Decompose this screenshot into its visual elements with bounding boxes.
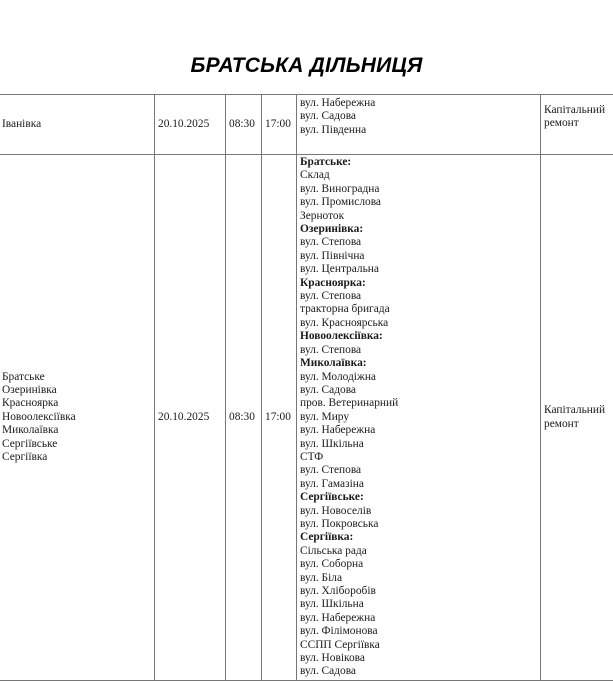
work-type: Капітальний <box>544 404 613 417</box>
street-item: вул. Покровська <box>300 518 537 531</box>
work-type: ремонт <box>544 117 613 130</box>
street-item: вул. Промислова <box>300 196 537 209</box>
street-item: вул. Шкільна <box>300 598 537 611</box>
work-type-cell <box>541 155 613 681</box>
settlement-heading: Красноярка: <box>300 277 537 290</box>
settlement-name: Іванівка <box>2 118 151 131</box>
settlement-name: Братське <box>2 371 151 384</box>
date-cell <box>155 155 226 681</box>
street-item: вул. Набережна <box>300 612 537 625</box>
settlement-heading: Озеринівка: <box>300 223 537 236</box>
street-item: вул. Садова <box>300 384 537 397</box>
start-time-cell <box>226 155 262 681</box>
street-item: вул. Центральна <box>300 263 537 276</box>
street-item: вул. Степова <box>300 464 537 477</box>
settlement-name: Новоолексіївка <box>2 411 151 424</box>
street-item: вул. Степова <box>300 236 537 249</box>
work-type: Капітальний <box>544 104 613 117</box>
streets-cell <box>297 155 541 681</box>
street-item: Зерноток <box>300 210 537 223</box>
street-item: вул. Шкільна <box>300 438 537 451</box>
settlement-heading: Братське: <box>300 156 537 169</box>
street-item: вул. Новоселів <box>300 505 537 518</box>
street-item: вул. Філімонова <box>300 625 537 638</box>
table-row <box>0 155 613 681</box>
settlements-cell <box>0 155 155 681</box>
outage-schedule-table <box>0 94 613 681</box>
settlement-name: Миколаївка <box>2 424 151 437</box>
settlement-heading: Новоолексіївка: <box>300 330 537 343</box>
settlement-heading: Миколаївка: <box>300 357 537 370</box>
outage-date: 20.10.2025 <box>158 411 222 424</box>
street-item: вул. Красноярська <box>300 317 537 330</box>
street-item: вул. Молодіжна <box>300 371 537 384</box>
street-item: вул. Південна <box>300 124 537 137</box>
streets-cell <box>297 95 541 155</box>
end-time-cell <box>262 95 297 155</box>
start-time-cell <box>226 95 262 155</box>
street-item: вул. Виноградна <box>300 183 537 196</box>
settlements-cell <box>0 95 155 155</box>
street-item: вул. Степова <box>300 290 537 303</box>
street-item: ССПП Сергіївка <box>300 639 537 652</box>
street-item: вул. Степова <box>300 344 537 357</box>
settlement-name: Озеринівка <box>2 384 151 397</box>
street-item: вул. Північна <box>300 250 537 263</box>
street-item: вул. Соборна <box>300 558 537 571</box>
street-item: Склад <box>300 169 537 182</box>
street-item: тракторна бригада <box>300 303 537 316</box>
outage-date: 20.10.2025 <box>158 118 222 131</box>
street-item: вул. Садова <box>300 665 537 678</box>
street-item: вул. Набережна <box>300 97 537 110</box>
end-time: 17:00 <box>265 118 293 131</box>
table-row <box>0 95 613 155</box>
work-type-cell <box>541 95 613 155</box>
street-item: СТФ <box>300 451 537 464</box>
street-item: вул. Біла <box>300 572 537 585</box>
street-item: вул. Хліборобів <box>300 585 537 598</box>
street-item: вул. Гамазіна <box>300 478 537 491</box>
settlement-name: Сергіївка <box>2 451 151 464</box>
settlement-heading: Сергіївське: <box>300 491 537 504</box>
street-item: Сільська рада <box>300 545 537 558</box>
street-item: вул. Набережна <box>300 424 537 437</box>
settlement-name: Сергіївське <box>2 438 151 451</box>
start-time: 08:30 <box>229 118 258 131</box>
settlement-heading: Сергіївка: <box>300 531 537 544</box>
street-item: пров. Ветеринарний <box>300 397 537 410</box>
page-title: БРАТСЬКА ДІЛЬНИЦЯ <box>0 54 613 78</box>
work-type: ремонт <box>544 418 613 431</box>
end-time-cell <box>262 155 297 681</box>
settlement-name: Красноярка <box>2 397 151 410</box>
date-cell <box>155 95 226 155</box>
street-item: вул. Новікова <box>300 652 537 665</box>
street-item: вул. Миру <box>300 411 537 424</box>
street-item: вул. Садова <box>300 110 537 123</box>
start-time: 08:30 <box>229 411 258 424</box>
end-time: 17:00 <box>265 411 293 424</box>
